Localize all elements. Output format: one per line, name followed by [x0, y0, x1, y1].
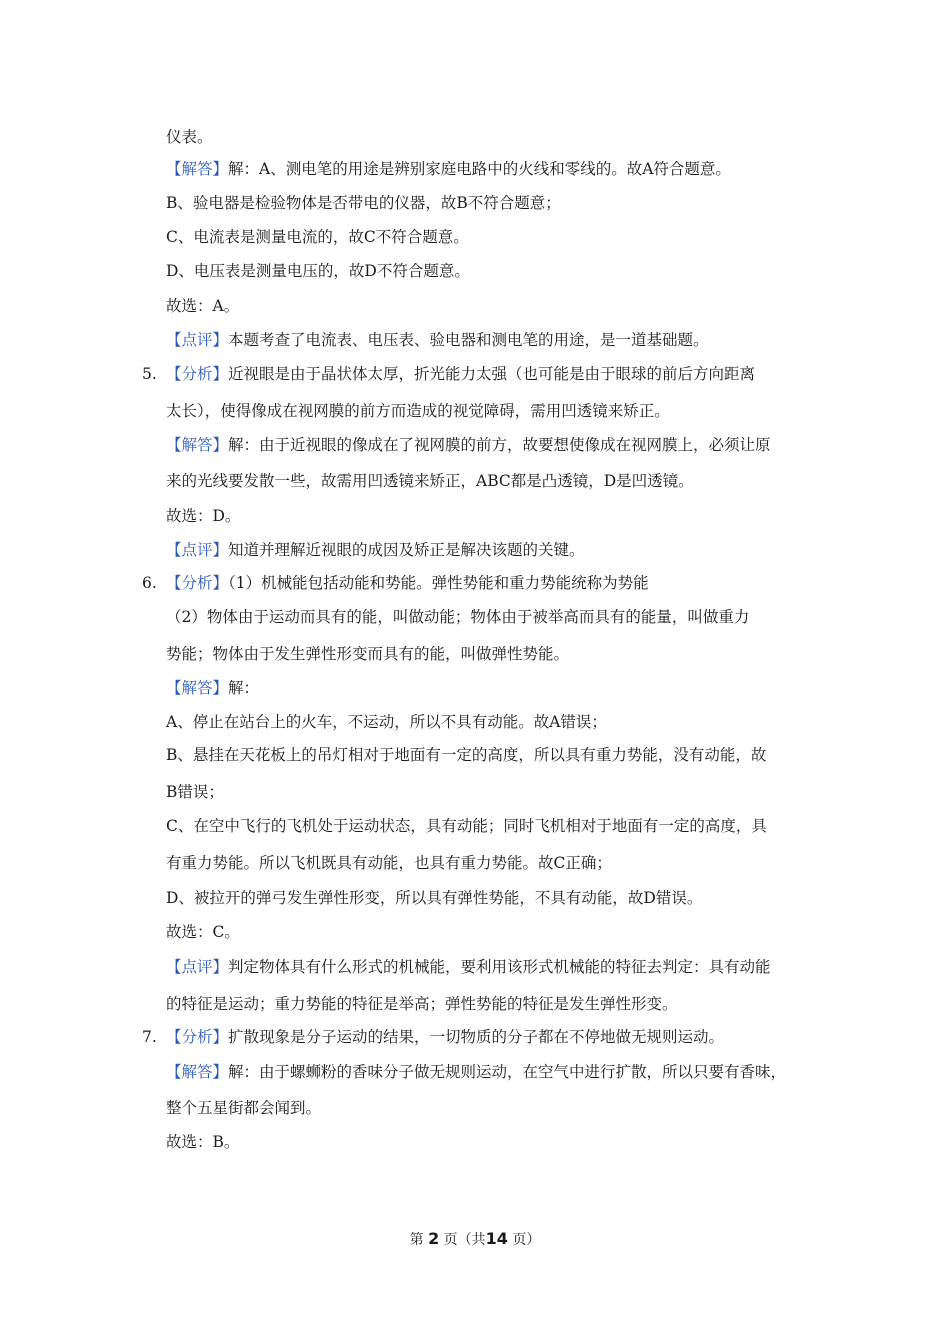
line-text: B、悬挂在天花板上的吊灯相对于地面有一定的高度，所以具有重力势能，没有动能，故	[166, 746, 767, 764]
text-line	[166, 744, 766, 766]
line-text: （1）机械能包括动能和势能。弹性势能和重力势能统称为势能	[228, 574, 649, 592]
line-text: 太长），使得像成在视网膜的前方而造成的视觉障碍，需用凹透镜来矫正。	[166, 402, 670, 420]
text-line	[166, 921, 240, 943]
line-text: 解：由于螺蛳粉的香味分子做无规则运动，在空气中进行扩散，所以只要有香味，	[228, 1063, 787, 1081]
footer-suffix: 页）	[512, 1232, 541, 1248]
line-text: 故选：C。	[166, 923, 240, 941]
text-line	[166, 1097, 321, 1119]
text-line	[166, 956, 771, 978]
analysis-tag: 【分析】	[166, 365, 229, 383]
line-text: D、电压表是测量电压的，故D不符合题意。	[166, 262, 470, 280]
text-line	[166, 643, 569, 665]
analysis-tag: 【分析】	[166, 574, 229, 592]
comment-tag: 【点评】	[166, 331, 229, 349]
text-line	[166, 505, 240, 527]
total-page-count: 14	[485, 1229, 508, 1248]
text-line	[166, 572, 649, 594]
line-text: 故选：A。	[166, 297, 240, 315]
line-text: 有重力势能。所以飞机既具有动能，也具有重力势能。故C正确；	[166, 854, 612, 872]
text-line	[166, 852, 612, 874]
text-line	[166, 295, 239, 317]
line-text: B、验电器是检验物体是否带电的仪器，故B不符合题意；	[166, 194, 561, 212]
text-line	[166, 260, 470, 282]
text-line	[166, 711, 607, 733]
text-line	[166, 226, 469, 248]
text-line	[166, 434, 771, 456]
text-line	[166, 363, 755, 385]
line-text: 解：	[228, 679, 260, 697]
line-text: 知道并理解近视眼的成因及矫正是解决该题的关键。	[228, 541, 585, 559]
page-footer	[0, 1229, 950, 1250]
answer-tag: 【解答】	[166, 436, 229, 454]
line-text: 的特征是运动；重力势能的特征是举高；弹性势能的特征是发生弹性形变。	[166, 995, 678, 1013]
text-line	[166, 539, 585, 561]
current-page-number: 2	[428, 1229, 440, 1248]
text-line	[166, 329, 709, 351]
line-text: 解：A、测电笔的用途是辨别家庭电路中的火线和零线的。故A符合题意。	[228, 160, 731, 178]
analysis-tag: 【分析】	[166, 1028, 229, 1046]
comment-tag: 【点评】	[166, 958, 229, 976]
text-line	[166, 1026, 724, 1048]
footer-middle: 页（共	[443, 1232, 486, 1248]
text-line	[166, 1061, 786, 1083]
line-text: B错误；	[166, 783, 224, 801]
answer-tag: 【解答】	[166, 160, 229, 178]
line-text: A、停止在站台上的火车，不运动，所以不具有动能。故A错误；	[166, 713, 607, 731]
text-line	[166, 781, 224, 803]
question-number: 6.	[142, 574, 157, 592]
line-text: 近视眼是由于晶状体太厚，折光能力太强（也可能是由于眼球的前后方向距离	[228, 365, 756, 383]
line-text: 本题考查了电流表、电压表、验电器和测电笔的用途，是一道基础题。	[228, 331, 709, 349]
text-line	[166, 677, 259, 699]
answer-tag: 【解答】	[166, 679, 229, 697]
line-text: 扩散现象是分子运动的结果，一切物质的分子都在不停地做无规则运动。	[228, 1028, 725, 1046]
line-text: 仪表。	[166, 128, 213, 146]
question-number: 5.	[142, 365, 157, 383]
line-text: 来的光线要发散一些，故需用凹透镜来矫正，ABC都是凸透镜，D是凹透镜。	[166, 472, 694, 490]
footer-prefix: 第	[409, 1232, 424, 1248]
line-text: 势能；物体由于发生弹性形变而具有的能，叫做弹性势能。	[166, 645, 570, 663]
line-text: 整个五星街都会闻到。	[166, 1099, 322, 1117]
text-line	[166, 606, 749, 628]
line-text: 判定物体具有什么形式的机械能，要利用该形式机械能的特征去判定：具有动能	[228, 958, 771, 976]
line-text: D、被拉开的弹弓发生弹性形变，所以具有弹性势能，不具有动能，故D错误。	[166, 889, 703, 907]
line-text: （2）物体由于运动而具有的能，叫做动能；物体由于被举高而具有的能量，叫做重力	[166, 608, 750, 626]
question-number: 7.	[142, 1028, 157, 1046]
text-line	[166, 470, 694, 492]
answer-tag: 【解答】	[166, 1063, 229, 1081]
text-line	[166, 158, 731, 180]
text-line	[166, 815, 767, 837]
comment-tag: 【点评】	[166, 541, 229, 559]
text-line	[166, 192, 561, 214]
text-line	[166, 887, 702, 909]
line-text: 解：由于近视眼的像成在了视网膜的前方，故要想使像成在视网膜上，必须让原	[228, 436, 771, 454]
line-text: 故选：D。	[166, 507, 241, 525]
text-line	[166, 126, 213, 148]
line-text: C、电流表是测量电流的，故C不符合题意。	[166, 228, 469, 246]
text-line	[166, 1131, 239, 1153]
line-text: C、在空中飞行的飞机处于运动状态，具有动能；同时飞机相对于地面有一定的高度，具	[166, 817, 767, 835]
text-line	[166, 400, 670, 422]
line-text: 故选：B。	[166, 1133, 240, 1151]
text-line	[166, 993, 678, 1015]
